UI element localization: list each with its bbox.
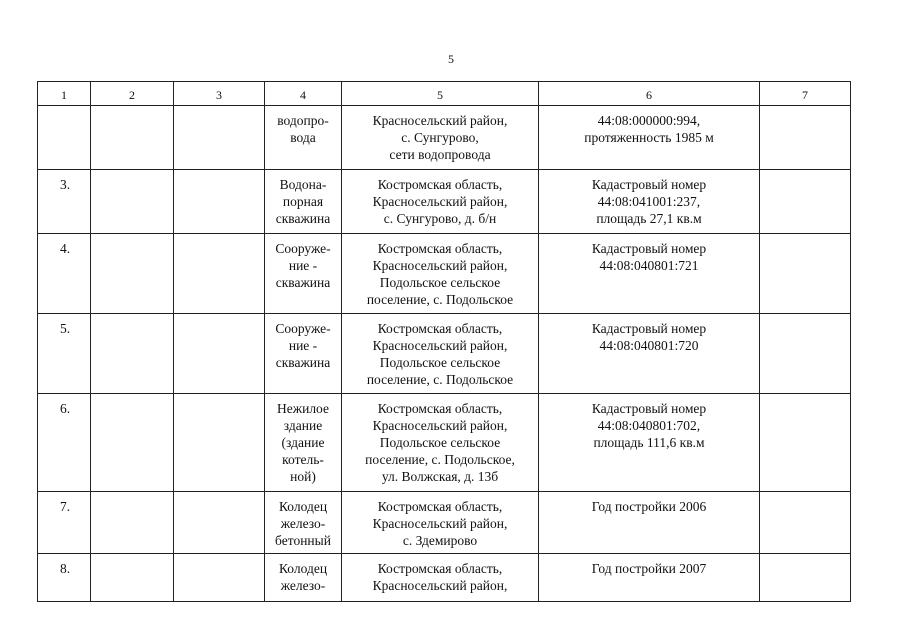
empty-cell <box>760 314 851 394</box>
row-number-cell: 6. <box>38 394 91 492</box>
address-cell: Костромская область, Красносельский район, Подольское сельское поселение, с. Подольское, ул. Волжская, д. 13б <box>342 394 539 492</box>
object-name-cell: Колодец железо- <box>265 554 342 602</box>
empty-cell <box>760 492 851 554</box>
details-cell: Год постройки 2007 <box>539 554 760 602</box>
empty-cell <box>91 554 174 602</box>
empty-cell <box>91 106 174 170</box>
empty-cell <box>91 492 174 554</box>
column-header: 4 <box>265 82 342 106</box>
page-number: 5 <box>448 52 454 66</box>
column-header: 1 <box>38 82 91 106</box>
column-number-row <box>38 82 851 106</box>
address-cell: Костромская область, Красносельский район, Подольское сельское поселение, с. Подольское <box>342 234 539 314</box>
empty-cell <box>91 314 174 394</box>
object-name-cell: Сооруже- ние - скважина <box>265 234 342 314</box>
property-registry-table <box>37 81 851 602</box>
empty-cell <box>760 554 851 602</box>
row-number-cell: 3. <box>38 170 91 234</box>
empty-cell <box>174 106 265 170</box>
empty-cell <box>760 170 851 234</box>
empty-cell <box>91 170 174 234</box>
column-header: 3 <box>174 82 265 106</box>
table-row <box>38 170 851 234</box>
empty-cell <box>174 234 265 314</box>
details-cell: Кадастровый номер 44:08:040801:702, площадь 111,6 кв.м <box>539 394 760 492</box>
details-cell: Кадастровый номер 44:08:040801:720 <box>539 314 760 394</box>
address-cell: Красносельский район, с. Сунгурово, сети водопровода <box>342 106 539 170</box>
address-cell: Костромская область, Красносельский район, с. Сунгурово, д. б/н <box>342 170 539 234</box>
empty-cell <box>174 170 265 234</box>
empty-cell <box>91 234 174 314</box>
address-cell: Костромская область, Красносельский район, Подольское сельское поселение, с. Подольское <box>342 314 539 394</box>
empty-cell <box>760 234 851 314</box>
object-name-cell: Сооруже- ние - скважина <box>265 314 342 394</box>
object-name-cell: Колодец железо- бетонный <box>265 492 342 554</box>
row-number-cell: 7. <box>38 492 91 554</box>
empty-cell <box>760 394 851 492</box>
object-name-cell: водопро- вода <box>265 106 342 170</box>
empty-cell <box>91 394 174 492</box>
row-number-cell: 8. <box>38 554 91 602</box>
object-name-cell: Водона- порная скважина <box>265 170 342 234</box>
address-cell: Костромская область, Красносельский район, с. Здемирово <box>342 492 539 554</box>
column-header: 5 <box>342 82 539 106</box>
address-cell: Костромская область, Красносельский район, <box>342 554 539 602</box>
table-row <box>38 234 851 314</box>
empty-cell <box>174 492 265 554</box>
table-row <box>38 314 851 394</box>
empty-cell <box>174 554 265 602</box>
column-header: 7 <box>760 82 851 106</box>
table-row <box>38 106 851 170</box>
table-row <box>38 394 851 492</box>
table-row <box>38 554 851 602</box>
object-name-cell: Нежилое здание (здание котель- ной) <box>265 394 342 492</box>
column-header: 2 <box>91 82 174 106</box>
column-header: 6 <box>539 82 760 106</box>
details-cell: Кадастровый номер 44:08:040801:721 <box>539 234 760 314</box>
row-number-cell: 5. <box>38 314 91 394</box>
details-cell: Кадастровый номер 44:08:041001:237, площадь 27,1 кв.м <box>539 170 760 234</box>
details-cell: Год постройки 2006 <box>539 492 760 554</box>
empty-cell <box>760 106 851 170</box>
details-cell: 44:08:000000:994, протяженность 1985 м <box>539 106 760 170</box>
empty-cell <box>174 394 265 492</box>
row-number-cell: 4. <box>38 234 91 314</box>
row-number-cell <box>38 106 91 170</box>
table-row <box>38 492 851 554</box>
empty-cell <box>174 314 265 394</box>
